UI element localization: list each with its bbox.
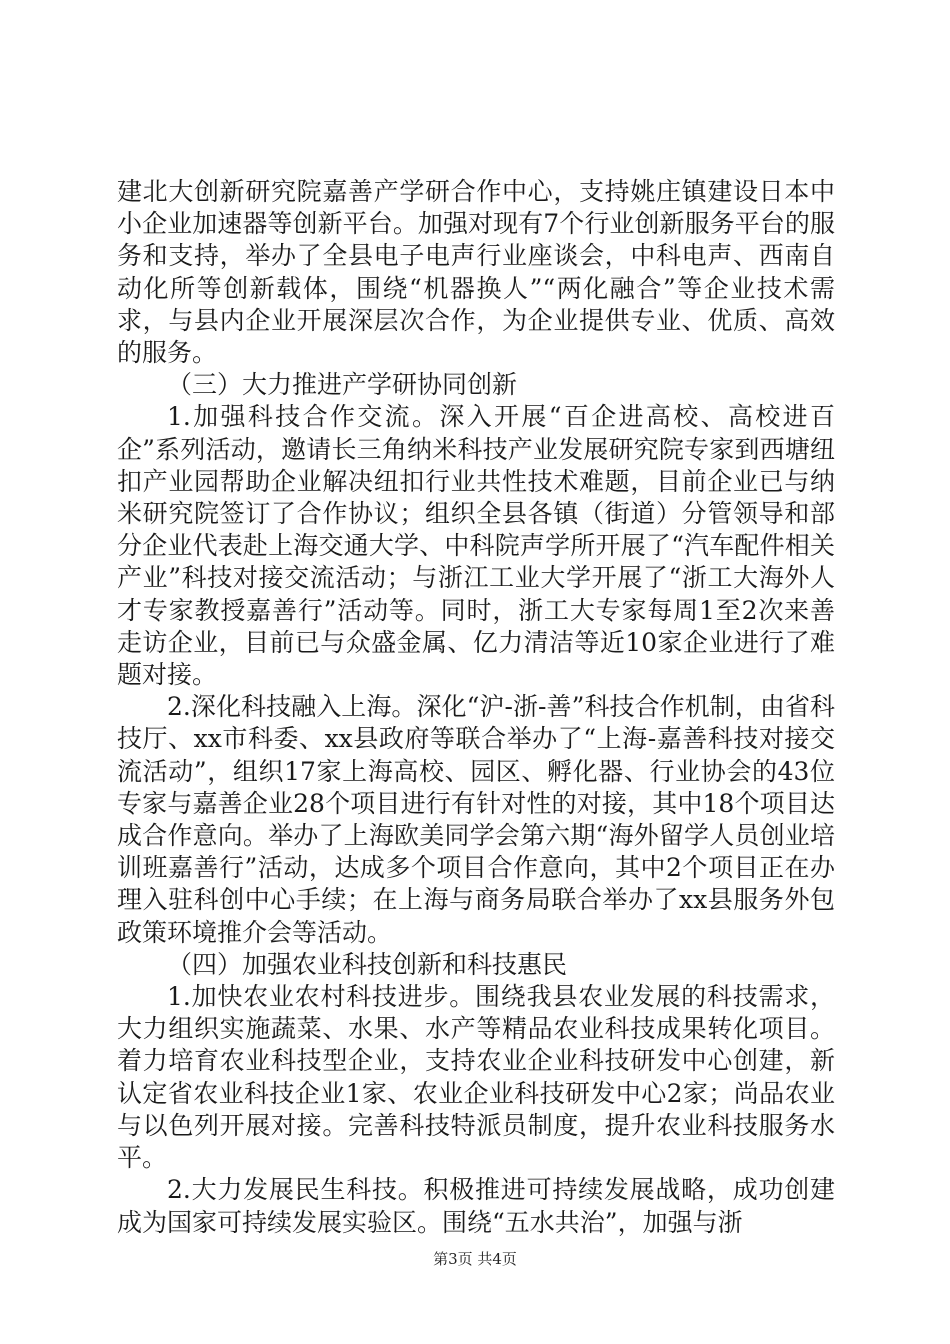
section-heading-4: （四）加强农业科技创新和科技惠民	[167, 949, 568, 979]
page-number-footer: 第3页 共4页	[433, 1250, 517, 1268]
body-paragraph-continuation: 建北大创新研究院嘉善产学研合作中心，支持姚庄镇建设日本中小企业加速器等创新平台。加强对现有7个行业创新服务平台的服务和支持，举办了全县电子电声行业座谈会，中科电声、西南自动化所等创新载体，围绕“机器换人”“两化融合”等企业技术需求，与县内企业开展深层次合作，为企业提供专业、优质、高效的服务。	[117, 177, 835, 368]
body-paragraph-shanghai-integration: 2.深化科技融入上海。深化“沪-浙-善”科技合作机制，由省科技厅、xx市科委、xx县政府等联合举办了“上海-嘉善科技对接交流活动”，组织17家上海高校、园区、孵化器、行业协会的43位专家与嘉善企业28个项目进行有针对性的对接，其中18个项目达成合作意向。举办了上海欧美同学会第六期“海外留学人员创业培训班嘉善行”活动，达成多个项目合作意向，其中2个项目正在办理入驻科创中心手续；在上海与商务局联合举办了xx县服务外包政策环境推介会等活动。	[117, 692, 835, 947]
body-paragraph-tech-cooperation: 1.加强科技合作交流。深入开展“百企进高校、高校进百企”系列活动，邀请长三角纳米科技产业发展研究院专家到西塘纽扣产业园帮助企业解决纽扣行业共性技术难题，目前企业已与纳米研究院签订了合作协议；组织全县各镇（街道）分管领导和部分企业代表赴上海交通大学、中科院声学所开展了“汽车配件相关产业”科技对接交流活动；与浙江工业大学开展了“浙工大海外人才专家教授嘉善行”活动等。同时，浙工大专家每周1至2次来善走访企业，目前已与众盛金属、亿力清洁等近10家企业进行了难题对接。	[117, 402, 835, 690]
body-paragraph-agri-tech: 1.加快农业农村科技进步。围绕我县农业发展的科技需求，大力组织实施蔬菜、水果、水产等精品农业科技成果转化项目。着力培育农业科技型企业，支持农业企业科技研发中心创建，新认定省农业科技企业1家、农业企业科技研发中心2家；尚品农业与以色列开展对接。完善科技特派员制度，提升农业科技服务水平。	[117, 982, 835, 1173]
body-paragraph-livelihood-tech: 2.大力发展民生科技。积极推进可持续发展战略，成功创建成为国家可持续发展实验区。围绕“五水共治”，加强与浙	[117, 1175, 835, 1237]
document-body	[117, 176, 835, 1239]
section-heading-3: （三）大力推进产学研协同创新	[167, 370, 518, 400]
